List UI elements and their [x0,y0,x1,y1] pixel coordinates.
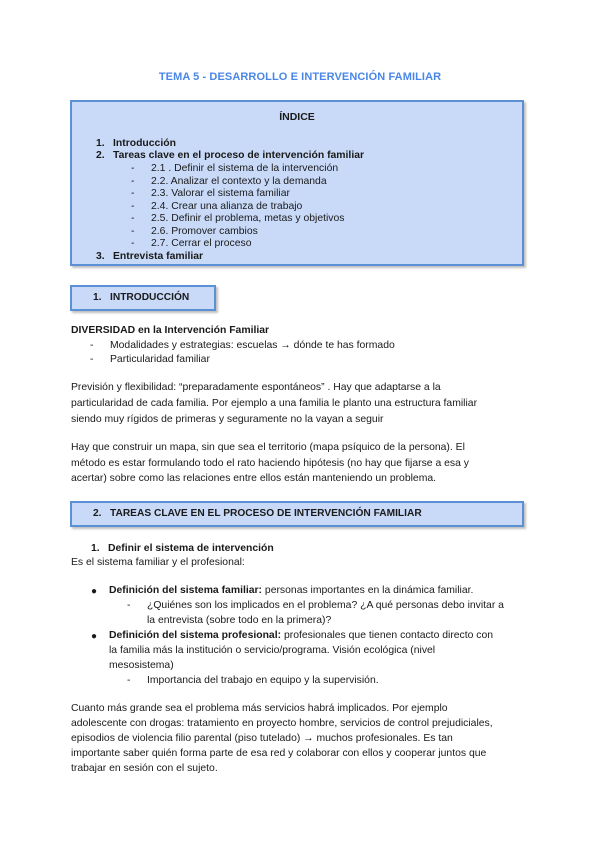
paragraph-line: Hay que construir un mapa, sin que sea el territorio (mapa psíquico de la persona). El [71,442,465,453]
section-heading-introduccion: 1. INTRODUCCIÓN [70,285,216,311]
index-subitem: - 2.2. Analizar el contexto y la demanda [131,176,327,187]
index-subitem: - 2.6. Promover cambios [131,226,258,237]
list-item: - ¿Quiénes son los implicados en el problema? ¿A qué personas debo invitar a [127,600,504,611]
index-subitem: - 2.4. Crear una alianza de trabajo [131,201,303,212]
list-item: - Modalidades y estrategias: escuelas → dónde te has formado [90,340,395,351]
paragraph-line: Es el sistema familiar y el profesional: [71,557,245,568]
index-item-tareas-clave: 2. Tareas clave en el proceso de intervención familiar [96,150,365,161]
paragraph-line: episodios de violencia filio parental (piso tutelado) → muchos profesionales. Es tan [71,733,453,744]
paragraph-line: Previsión y flexibilidad: “preparadamente espontáneos” . Hay que adaptarse a la [71,382,441,393]
index-box [70,100,524,266]
bullet-line: Definición del sistema profesional: profesionales que tienen contacto directo con [109,630,494,641]
index-subitem: - 2.3. Valorar el sistema familiar [131,188,290,199]
paragraph-line: siendo muy rígidos de primeras y seguramente no la vayan a seguir [71,414,384,425]
index-subitem: - 2.5. Definir el problema, metas y objetivos [131,213,345,224]
bullet-dot: ● [91,586,98,597]
paragraph-line: la familia más la institución o servicio/programa. Visión ecológica (nivel [109,645,436,656]
paragraph-line: importante saber quién forma parte de esa red y colaborar con ellos y cooperar juntos que [71,748,487,759]
list-item: - Particularidad familiar [90,354,210,365]
paragraph-line: acertar) sobre como las relaciones entre ellos están manteniendo un problema. [71,473,437,484]
paragraph-line: la entrevista (sobre todo en la primera)? [147,615,332,626]
paragraph-line: particularidad de cada familia. Por ejemplo a una familia le planto una estructura familiar [71,398,478,409]
bullet-dot: ● [91,631,98,642]
index-heading: ÍNDICE [279,111,315,123]
paragraph-line: adolescente con drogas: tratamiento en proyecto hombre, servicios de control prejudiciales, [71,718,493,729]
list-item: - Importancia del trabajo en equipo y la supervisión. [127,675,379,686]
subsection-title: 1. Definir el sistema de intervención [91,543,274,554]
section-heading-tareas-clave: 2. TAREAS CLAVE EN EL PROCESO DE INTERVENCIÓN FAMILIAR [70,501,524,527]
index-item-introduccion: 1. Introducción [96,138,176,149]
paragraph-line: método es estar formulando todo el rato haciendo hipótesis (no hay que fijarse a esa y [71,458,469,469]
bullet-line: Definición del sistema familiar: personas importantes en la dinámica familiar. [109,585,474,596]
paragraph-line: Cuanto más grande sea el problema más servicios habrá implicados. Por ejemplo [71,703,448,714]
index-subitem: - 2.1 . Definir el sistema de la intervención [131,163,339,174]
paragraph-line: mesosistema) [109,660,174,671]
paragraph-line: trabajar en sesión con el sujeto. [71,763,218,774]
index-subitem: - 2.7. Cerrar el proceso [131,238,252,249]
diversity-title: DIVERSIDAD en la Intervención Familiar [71,325,270,336]
document-title: TEMA 5 - DESARROLLO E INTERVENCIÓN FAMILIAR [158,71,442,83]
index-item-entrevista: 3. Entrevista familiar [96,251,204,262]
